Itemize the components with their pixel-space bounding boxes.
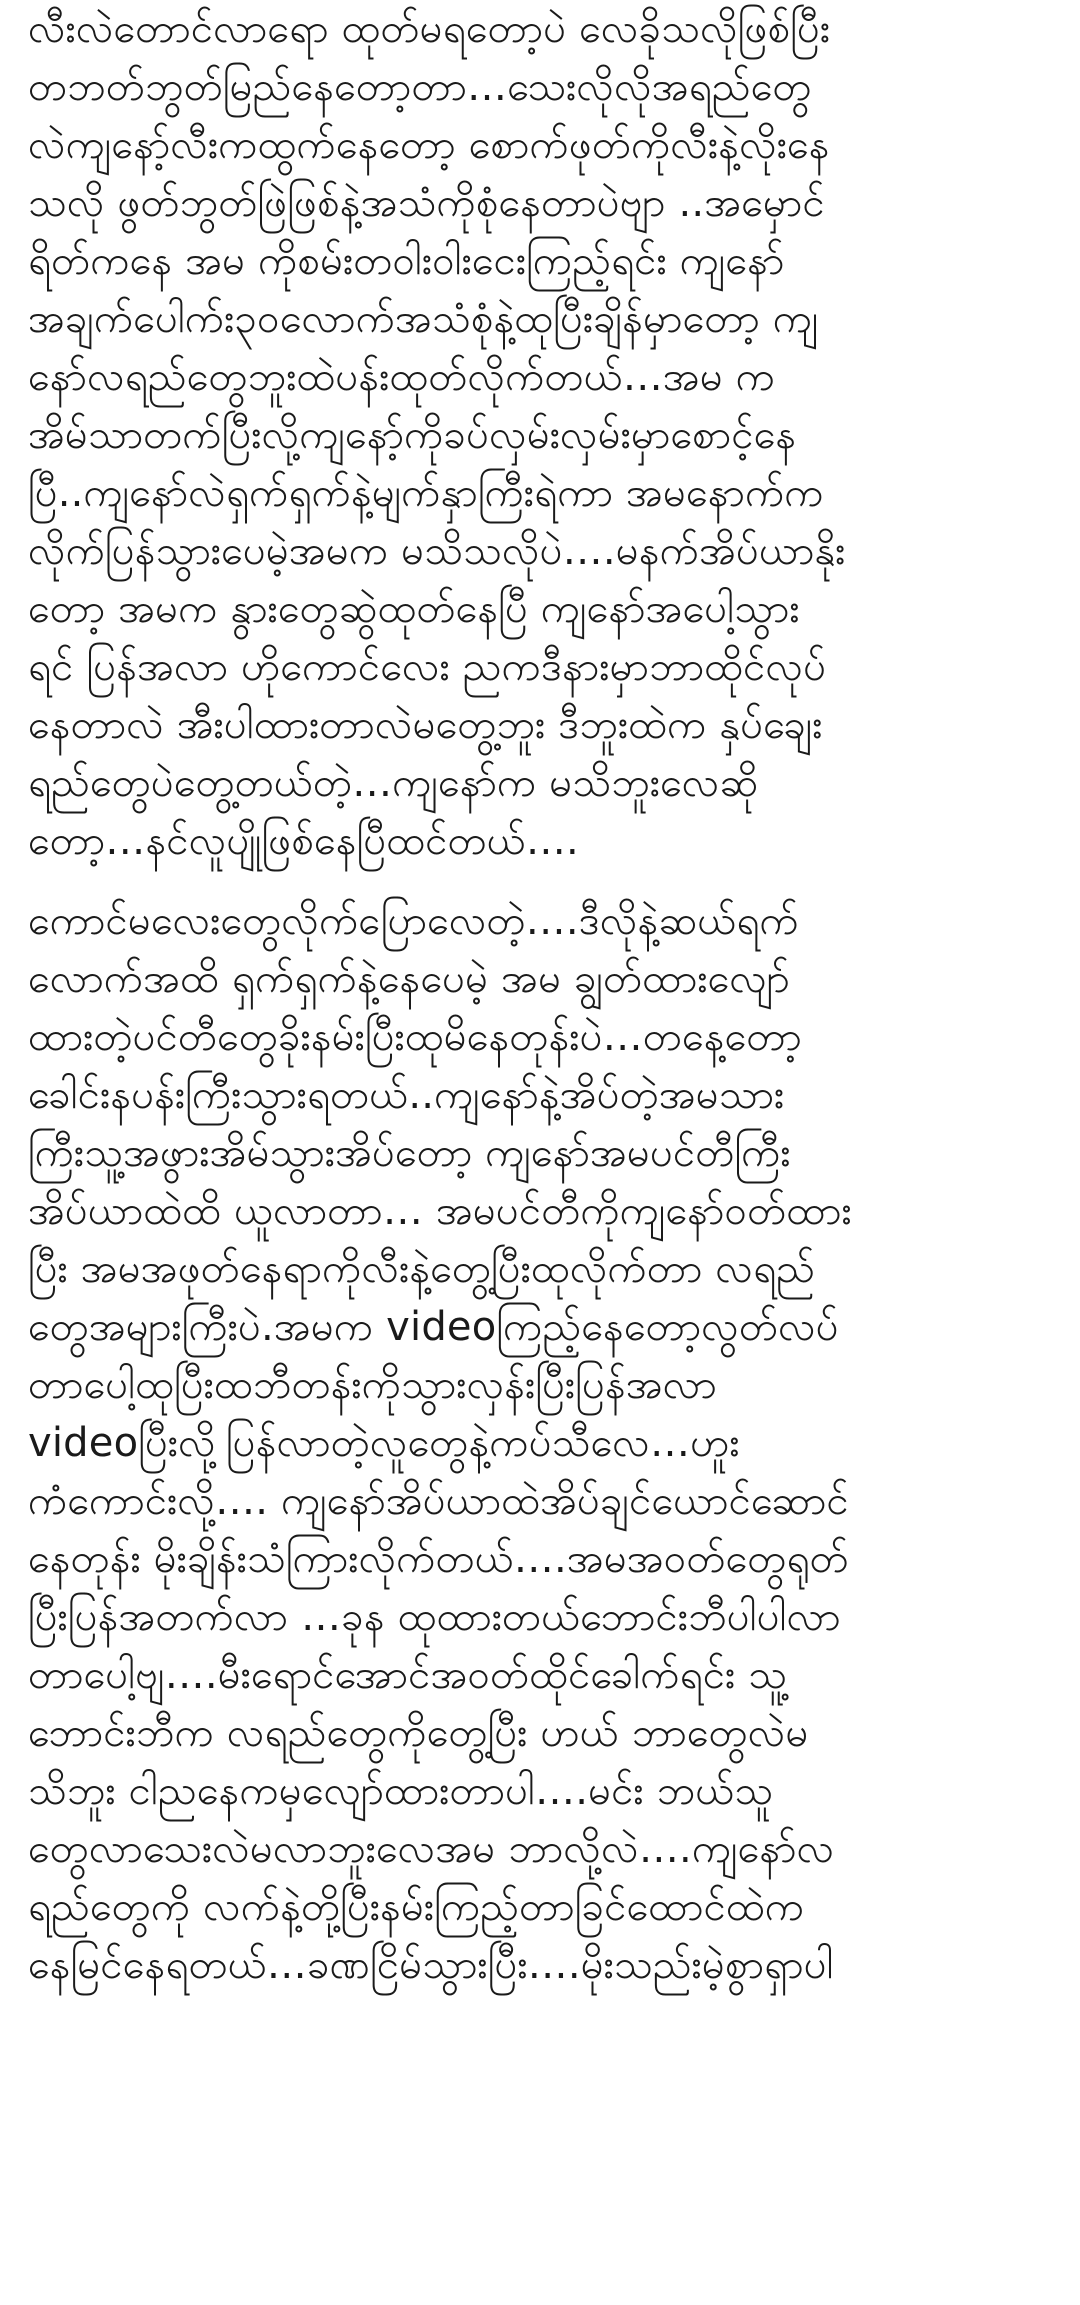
text-line: ပြီ..ကျနော်လဲရှက်ရှက်နဲ့မျက်နှာကြီးရဲကာ အမနောက်က	[28, 470, 824, 516]
text-line: တော့ အမက နွားတွေဆွဲထုတ်နေပြီ ကျနော်အပေါ့သွား	[28, 586, 800, 632]
text-line: လဲကျနော့်လီးကထွက်နေတော့ စောက်ဖုတ်ကိုလီးနဲ့လိုးနေ	[28, 122, 830, 168]
text-line: ကြီးသူ့အဖွားအိမ်သွားအိပ်တော့ ကျနော်အမပင်တီကြီး	[28, 1130, 791, 1176]
text-line: ရည်တွေပဲတွေ့တယ်တဲ့…ကျနော်က မသိဘူးလေဆို	[28, 760, 759, 806]
text-line: တော့…နင်လူပျိုဖြစ်နေပြီထင်တယ်….	[28, 818, 579, 864]
text-line: ပြီး အမအဖုတ်နေရာကိုလီးနဲ့တွေ့ပြီးထုလိုက်တာ လရည်	[28, 1246, 816, 1292]
bottom-fade	[28, 2281, 1052, 2305]
text-line: တွေအများကြီးပဲ.အမက videoကြည့်နေတော့လွတ်လပ်	[28, 1304, 839, 1350]
text-line: အချက်ပေါက်း၃၀လောက်အသံစုံနဲ့ထုပြီးချိန်မှာတော့ ကျ	[28, 296, 819, 342]
text-line: ရည်တွေကို လက်နဲ့တို့ပြီးနမ်းကြည့်တာခြင်ထောင်ထဲက	[28, 1884, 805, 1930]
text-line: ရင် ပြန်အလာ ဟိုကောင်လေး ညကဒီနားမှာဘာထိုင်လုပ်	[28, 644, 827, 690]
text-line: နော်လရည်တွေဘူးထဲပန်းထုတ်လိုက်တယ်…အမ က	[28, 354, 776, 400]
text-line: နေတုန်း မိုးချိန်းသံကြားလိုက်တယ်….အမအဝတ်တွေရုတ်	[28, 1536, 849, 1582]
text-line: လိုက်ပြန်သွားပေမဲ့အမက မသိသလိုပဲ….မနက်အိပ်ယာနိုး	[28, 528, 846, 574]
text-line: နေတာလဲ အီးပါထားတာလဲမတွေ့ဘူး ဒီဘူးထဲက နှပ်ချေး	[28, 702, 823, 748]
text-line: နေမြင်နေရတယ်…ခဏငြိမ်သွားပြီး….မိုးသည်းမဲ့စွာရှာပါ	[28, 1942, 834, 1988]
paragraph-2	[28, 892, 1052, 1994]
text-line: ဘောင်းဘီက လရည်တွေကိုတွေ့ပြီး ဟယ် ဘာတွေလဲမ	[28, 1710, 809, 1756]
text-line: ရိတ်ကနေ အမ ကိုစမ်းတဝါးဝါးငေးကြည့်ရင်း ကျနော်	[28, 238, 785, 284]
text-line: ထားတဲ့ပင်တီတွေခိုးနမ်းပြီးထုမိနေတုန်းပဲ…တနေ့တော့	[28, 1014, 802, 1060]
paragraph-1	[28, 0, 1052, 870]
text-line: videoပြီးလို့ပြန်လာတဲ့လူတွေနဲ့ကပ်သီလေ…ဟူး	[28, 1420, 740, 1466]
text-line: ကံကောင်းလို့…. ကျနော်အိပ်ယာထဲအိပ်ချင်ယောင်ဆောင်	[28, 1478, 849, 1524]
text-line: တာပေါ့ထုပြီးထဘီတန်းကိုသွားလှန်းပြီးပြန်အလာ	[28, 1362, 717, 1408]
text-line: တဘတ်ဘွတ်မြည်နေတော့တာ…သေးလိုလိုအရည်တွေ	[28, 64, 812, 110]
text-line: အိပ်ယာထဲထိ ယူလာတာ… အမပင်တီကိုကျနော်ဝတ်ထား	[28, 1188, 852, 1234]
text-line: လောက်အထိ ရှက်ရှက်နဲ့နေပေမဲ့ အမ ချွတ်ထားလျော်	[28, 956, 790, 1002]
reader-page	[28, 0, 1052, 2305]
text-line: ကောင်မလေးတွေလိုက်ပြောလေတဲ့….ဒီလိုနဲ့ဆယ်ရက်	[28, 898, 799, 944]
text-line: သိဘူး ငါညနေကမှလျော်ထားတာပါ….မင်း ဘယ်သူ	[28, 1768, 774, 1814]
text-line: ခေါင်းနပန်းကြီးသွားရတယ်..ကျနော်နဲ့အိပ်တဲ့အမသား	[28, 1072, 785, 1118]
text-line: သလို ဖွတ်ဘွတ်ဖြဲဖြစ်နဲ့အသံကိုစုံနေတာပဲဗျာ ..အမှောင်	[28, 180, 825, 226]
text-line: တာပေါ့ဗျ….မီးရောင်အောင်အဝတ်ထိုင်ခေါက်ရင်း သူ့	[28, 1652, 788, 1698]
text-line: လီးလဲတောင်လာရော ထုတ်မရတော့ပဲ လေခိုသလိုဖြစ်ပြီး	[28, 6, 831, 52]
text-line: အိမ်သာတက်ပြီးလို့ကျနော့်ကိုခပ်လှမ်းလှမ်းမှာစောင့်နေ	[28, 412, 797, 458]
text-line: ပြီးပြန်အတက်လာ …ခုန ထုထားတယ်ဘောင်းဘီပါပါလာ	[28, 1594, 841, 1640]
text-line: တွေလာသေးလဲမလာဘူးလေအမ ဘာလို့လဲ….ကျနော်လ	[28, 1826, 835, 1872]
